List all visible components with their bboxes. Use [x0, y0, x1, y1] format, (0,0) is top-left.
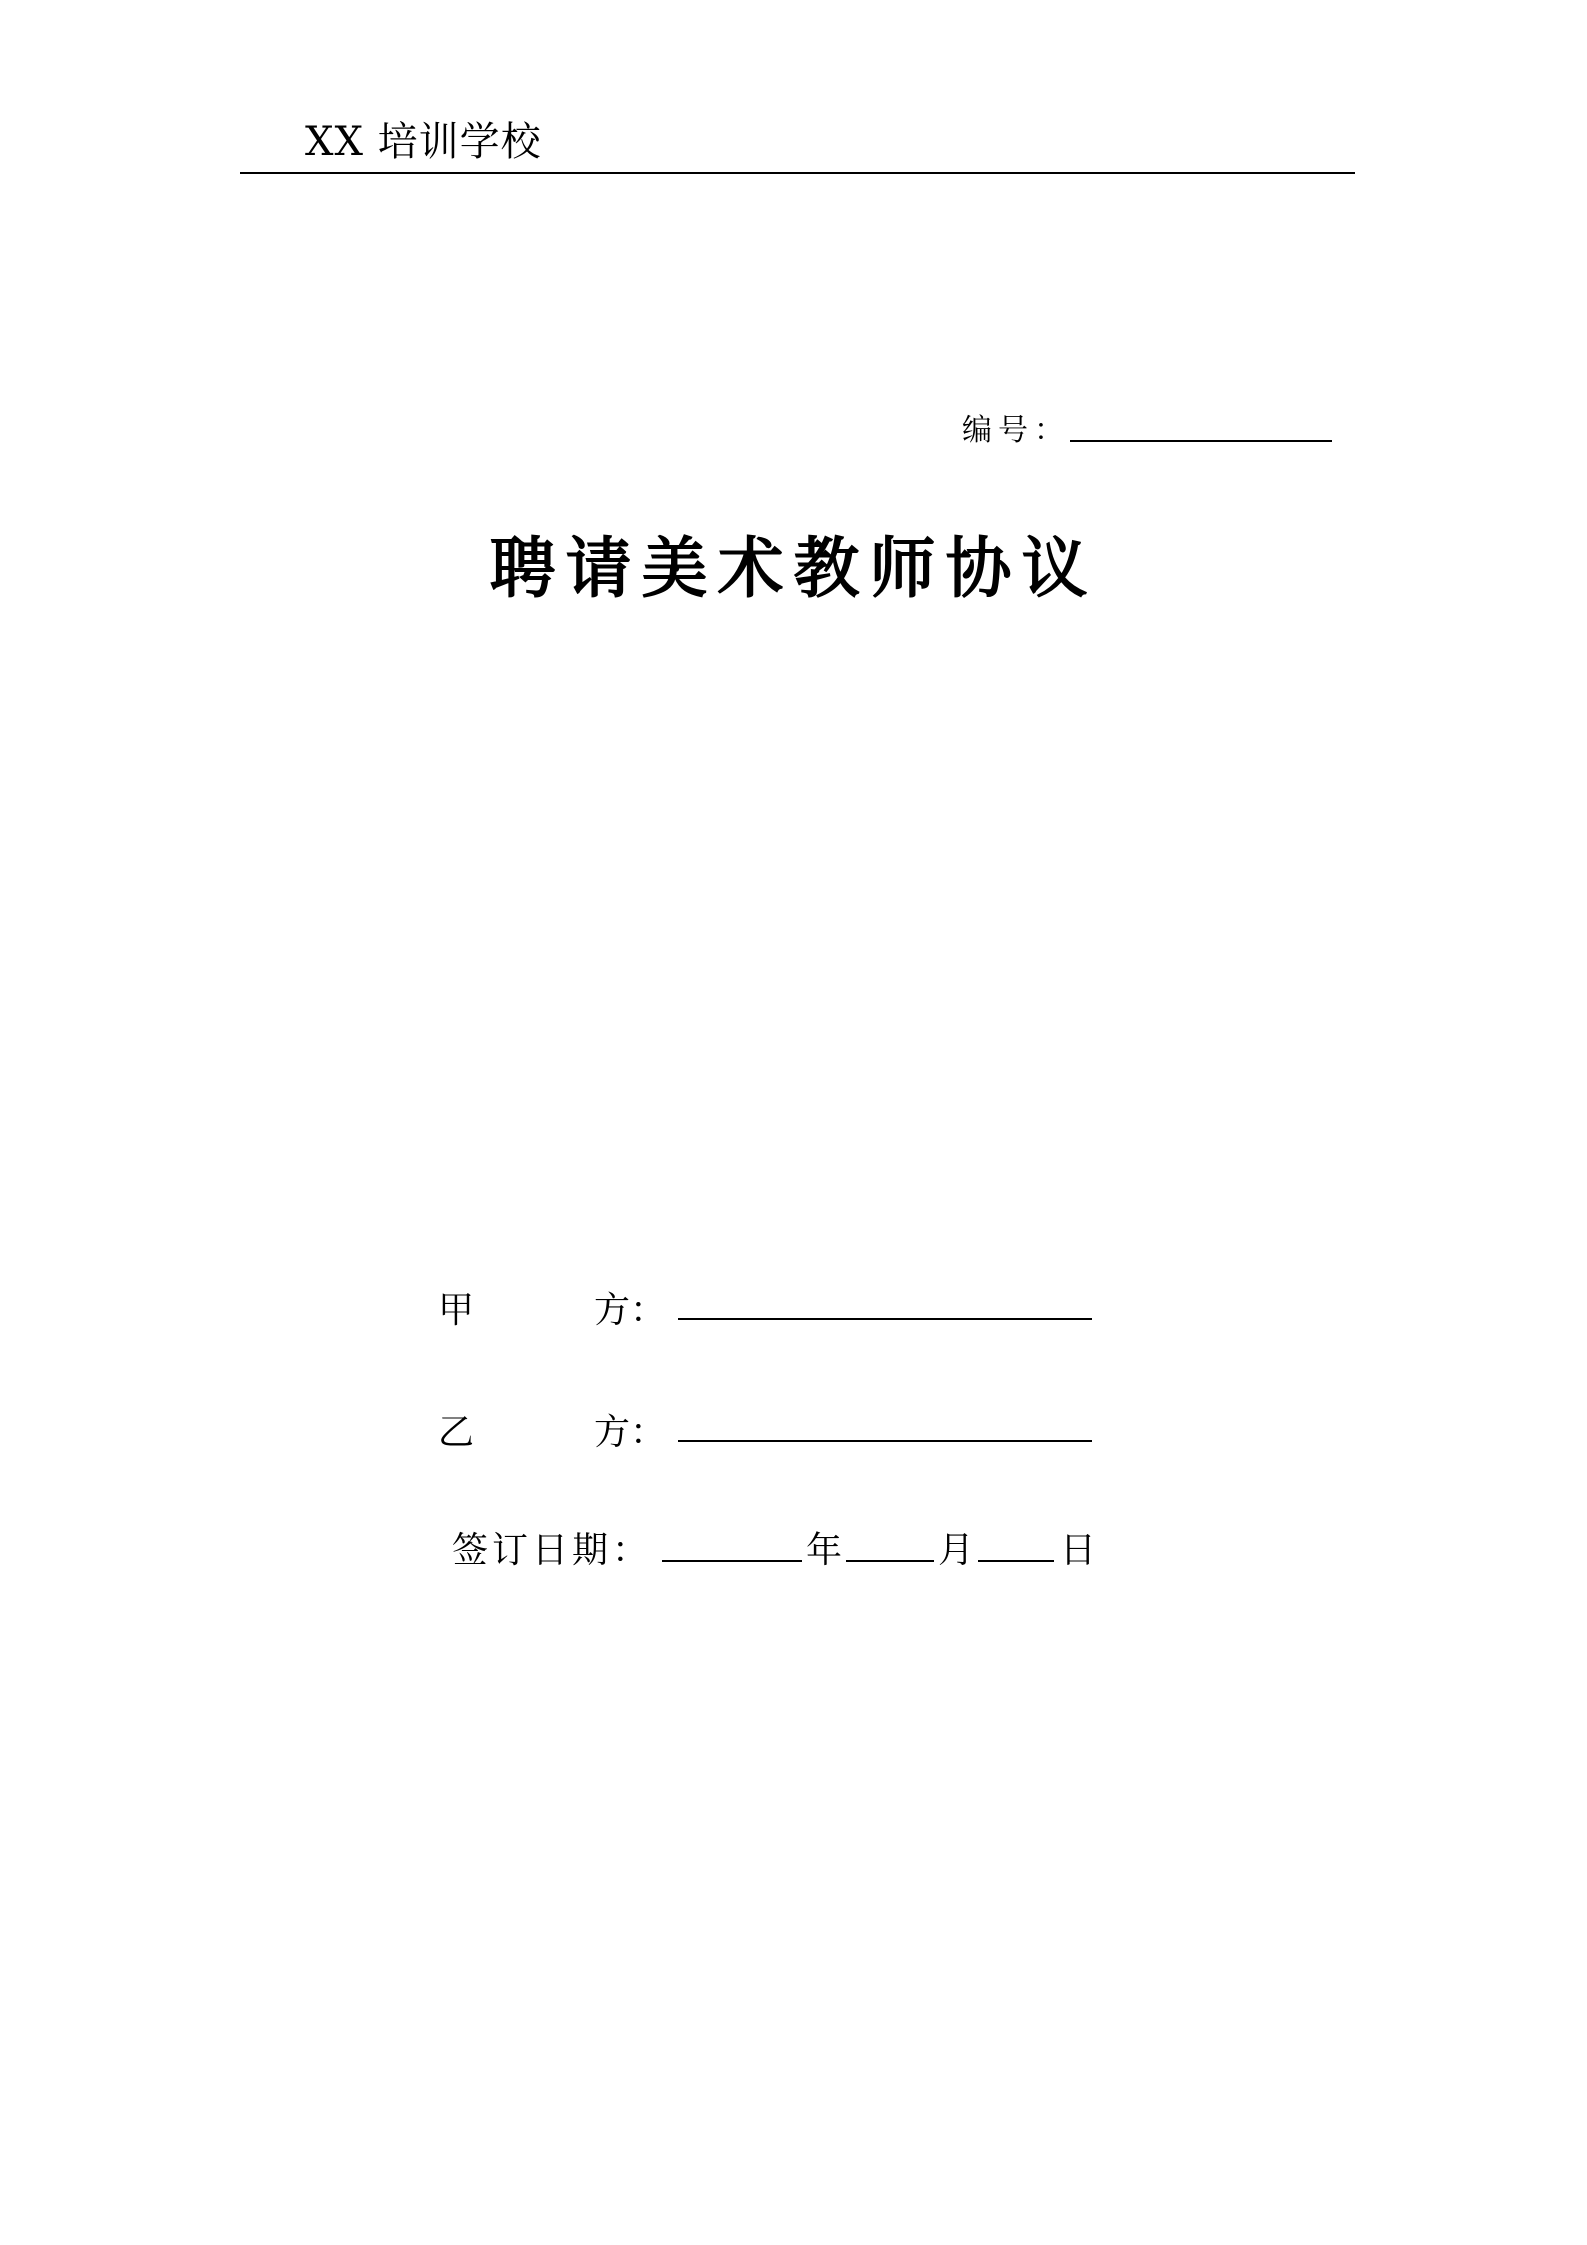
party-b-label: 乙 — [438, 1412, 475, 1453]
signing-month-label: 月 — [938, 1530, 979, 1571]
party-b-fang: 方： — [594, 1412, 667, 1453]
signing-day-label: 日 — [1060, 1530, 1101, 1571]
party-a-blank[interactable] — [678, 1318, 1092, 1320]
serial-number-label: 编号： — [962, 413, 1070, 448]
serial-number-blank[interactable] — [1070, 440, 1332, 442]
party-a-label: 甲 — [438, 1290, 475, 1331]
signing-date-label: 签订日期： — [452, 1530, 653, 1571]
party-b-blank[interactable] — [678, 1440, 1092, 1442]
party-a-fang: 方： — [594, 1290, 667, 1331]
header-divider — [240, 172, 1355, 174]
document-title: 聘请美术教师协议 — [489, 529, 1098, 607]
signing-month-blank[interactable] — [846, 1560, 934, 1562]
signing-year-label: 年 — [806, 1530, 847, 1571]
header-school-name: XX 培训学校 — [305, 119, 542, 165]
signing-day-blank[interactable] — [978, 1560, 1054, 1562]
signing-year-blank[interactable] — [662, 1560, 802, 1562]
